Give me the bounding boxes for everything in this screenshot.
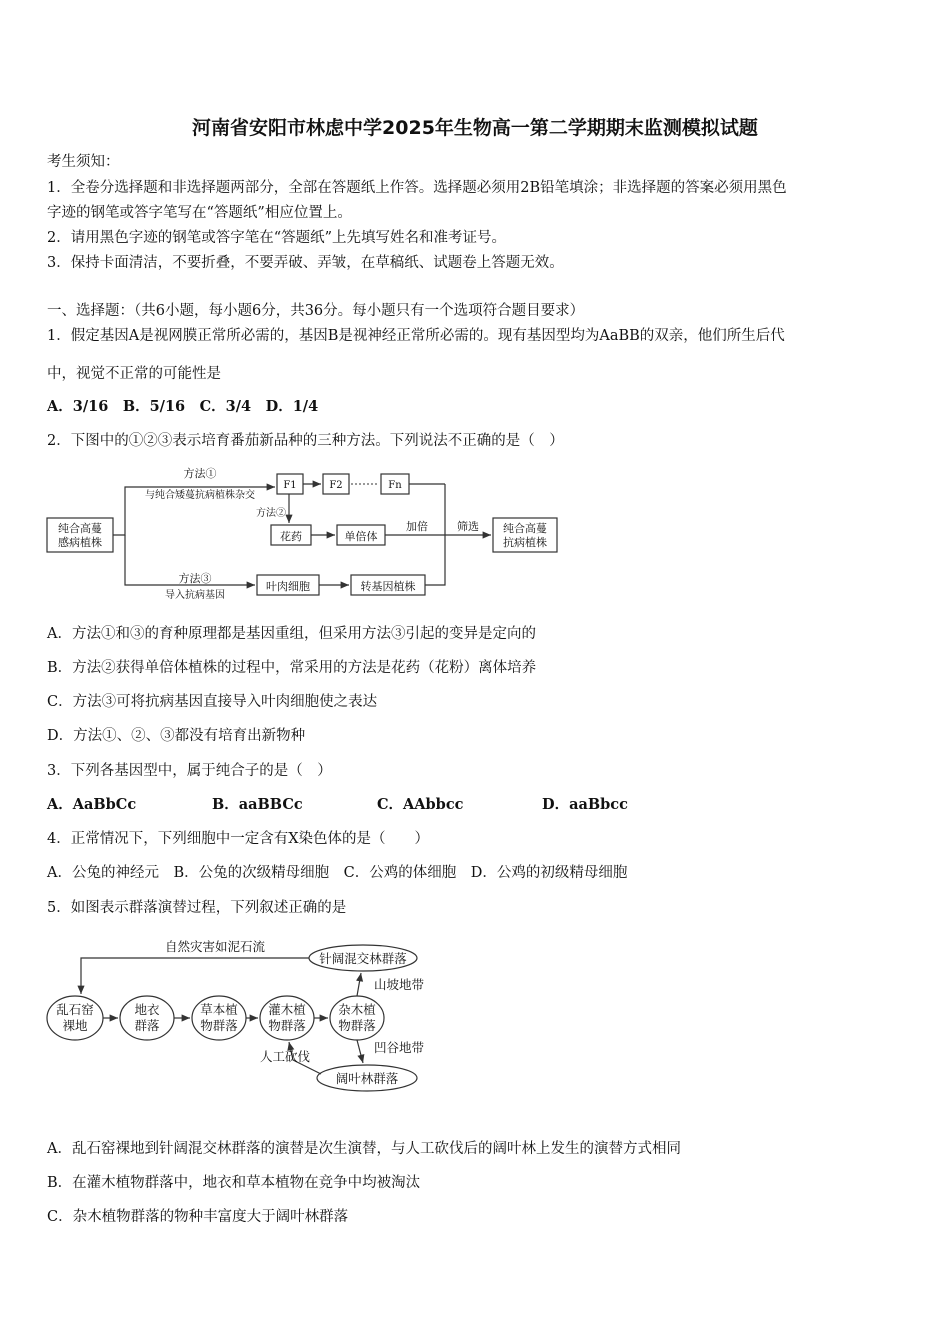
herb-label-2: 物群落 xyxy=(200,1018,238,1033)
section-heading: 一、选择题：（共6小题，每小题6分，共36分。每小题只有一个选项符合题目要求） xyxy=(47,303,585,319)
notice-heading: 考生须知： xyxy=(47,154,120,170)
notice-item: 字迹的钢笔或答字笔写在“答题纸”相应位置上。 xyxy=(47,205,352,221)
end-label-2: 抗病植株 xyxy=(503,536,547,549)
lichen-label-2: 群落 xyxy=(134,1018,160,1033)
question-2-option: B．方法②获得单倍体植株的过程中，常采用的方法是花药（花粉）离体培养 xyxy=(47,660,537,676)
transgenic-label: 转基因植株 xyxy=(360,580,416,593)
question-5-option: C．杂木植物群落的物种丰富度大于阔叶林群落 xyxy=(47,1209,349,1225)
page-title: 河南省安阳市林虑中学2025年生物高一第二学期期末监测模拟试题 xyxy=(192,117,758,139)
question-3-option: C．AAbbcc xyxy=(377,796,464,813)
mixed-label-2: 物群落 xyxy=(338,1018,376,1033)
flower-label: 花药 xyxy=(280,530,302,543)
fn-label: Fn xyxy=(388,480,402,491)
question-3-stem: 3．下列各基因型中，属于纯合子的是（ ） xyxy=(47,763,332,779)
question-5-option: A．乱石窑裸地到针阔混交林群落的演替是次生演替，与人工砍伐后的阔叶林上发生的演替方式相同 xyxy=(47,1141,681,1157)
leafcell-label: 叶肉细胞 xyxy=(266,580,310,593)
start-label-1: 纯合高蔓 xyxy=(58,522,102,535)
method-1-label: 方法① xyxy=(183,467,217,480)
question-5-stem: 5．如图表示群落演替过程，下列叙述正确的是 xyxy=(47,900,347,916)
double-label: 加倍 xyxy=(406,520,428,533)
end-label-1: 纯合高蔓 xyxy=(503,522,547,535)
select-label: 筛选 xyxy=(457,520,479,533)
question-1-stem-cont: 中，视觉不正常的可能性是 xyxy=(47,366,221,382)
rock-label-2: 裸地 xyxy=(62,1018,88,1033)
question-3-option: D．aaBbcc xyxy=(542,796,628,813)
disaster-label: 自然灾害如泥石流 xyxy=(164,939,266,954)
breeding-methods-diagram xyxy=(45,465,565,605)
question-2-option: A．方法①和③的育种原理都是基因重组，但采用方法③引起的变异是定向的 xyxy=(47,626,536,642)
mixed-label-1: 杂木植 xyxy=(338,1002,376,1017)
question-2-option: C．方法③可将抗病基因直接导入叶肉细胞使之表达 xyxy=(47,694,378,710)
question-4-stem: 4．正常情况下，下列细胞中一定含有X染色体的是（ ） xyxy=(47,831,430,847)
f1-label: F1 xyxy=(283,480,297,491)
rock-label-1: 乱石窑 xyxy=(56,1002,94,1017)
broadleaf-label: 阔叶林群落 xyxy=(335,1071,399,1086)
question-5-option: B．在灌木植物群落中，地衣和草本植物在竞争中均被淘汰 xyxy=(47,1175,421,1191)
method-3-sub: 导入抗病基因 xyxy=(165,590,225,601)
haploid-label: 单倍体 xyxy=(344,530,378,543)
method-1-sub: 与纯合矮蔓抗病植株杂交 xyxy=(145,490,255,501)
conifer-label: 针阔混交林群落 xyxy=(319,951,407,966)
notice-item: 2．请用黑色字迹的钢笔或答字笔在“答题纸”上先填写姓名和准考证号。 xyxy=(47,230,507,246)
logging-label: 人工砍伐 xyxy=(259,1049,311,1064)
succession-diagram xyxy=(45,936,445,1106)
method-2-label: 方法② xyxy=(256,508,286,519)
mountain-label: 山坡地带 xyxy=(373,977,425,992)
shrub-label-1: 灌木植 xyxy=(268,1002,306,1017)
question-3-option: A．AaBbCc xyxy=(47,796,137,813)
valley-label: 凹谷地带 xyxy=(373,1040,425,1055)
notice-item: 3．保持卡面清洁，不要折叠，不要弄破、弄皱，在草稿纸、试题卷上答题无效。 xyxy=(47,255,564,271)
question-2-option: D．方法①、②、③都没有培育出新物种 xyxy=(47,728,306,744)
method-3-label: 方法③ xyxy=(178,572,212,585)
question-4-options: A．公兔的神经元 B．公兔的次级精母细胞 C．公鸡的体细胞 D．公鸡的初级精母细胞 xyxy=(47,865,628,881)
lichen-label-1: 地衣 xyxy=(134,1002,160,1017)
question-1-stem: 1．假定基因A是视网膜正常所必需的，基因B是视神经正常所必需的。现有基因型均为AaBB的双亲，他们所生后代 xyxy=(47,328,785,344)
question-1-options: A．3/16 B．5/16 C．3/4 D．1/4 xyxy=(47,398,319,415)
start-label-2: 感病植株 xyxy=(58,536,102,549)
f2-label: F2 xyxy=(329,480,343,491)
question-3-option: B．aaBBCc xyxy=(212,796,303,813)
shrub-label-2: 物群落 xyxy=(268,1018,306,1033)
question-2-stem: 2．下图中的①②③表示培育番茄新品种的三种方法。下列说法不正确的是（ ） xyxy=(47,433,564,449)
herb-label-1: 草本植 xyxy=(200,1002,238,1017)
notice-item: 1．全卷分选择题和非选择题两部分，全部在答题纸上作答。选择题必须用2B铅笔填涂；非选择题的答案必须用黑色 xyxy=(47,180,787,196)
